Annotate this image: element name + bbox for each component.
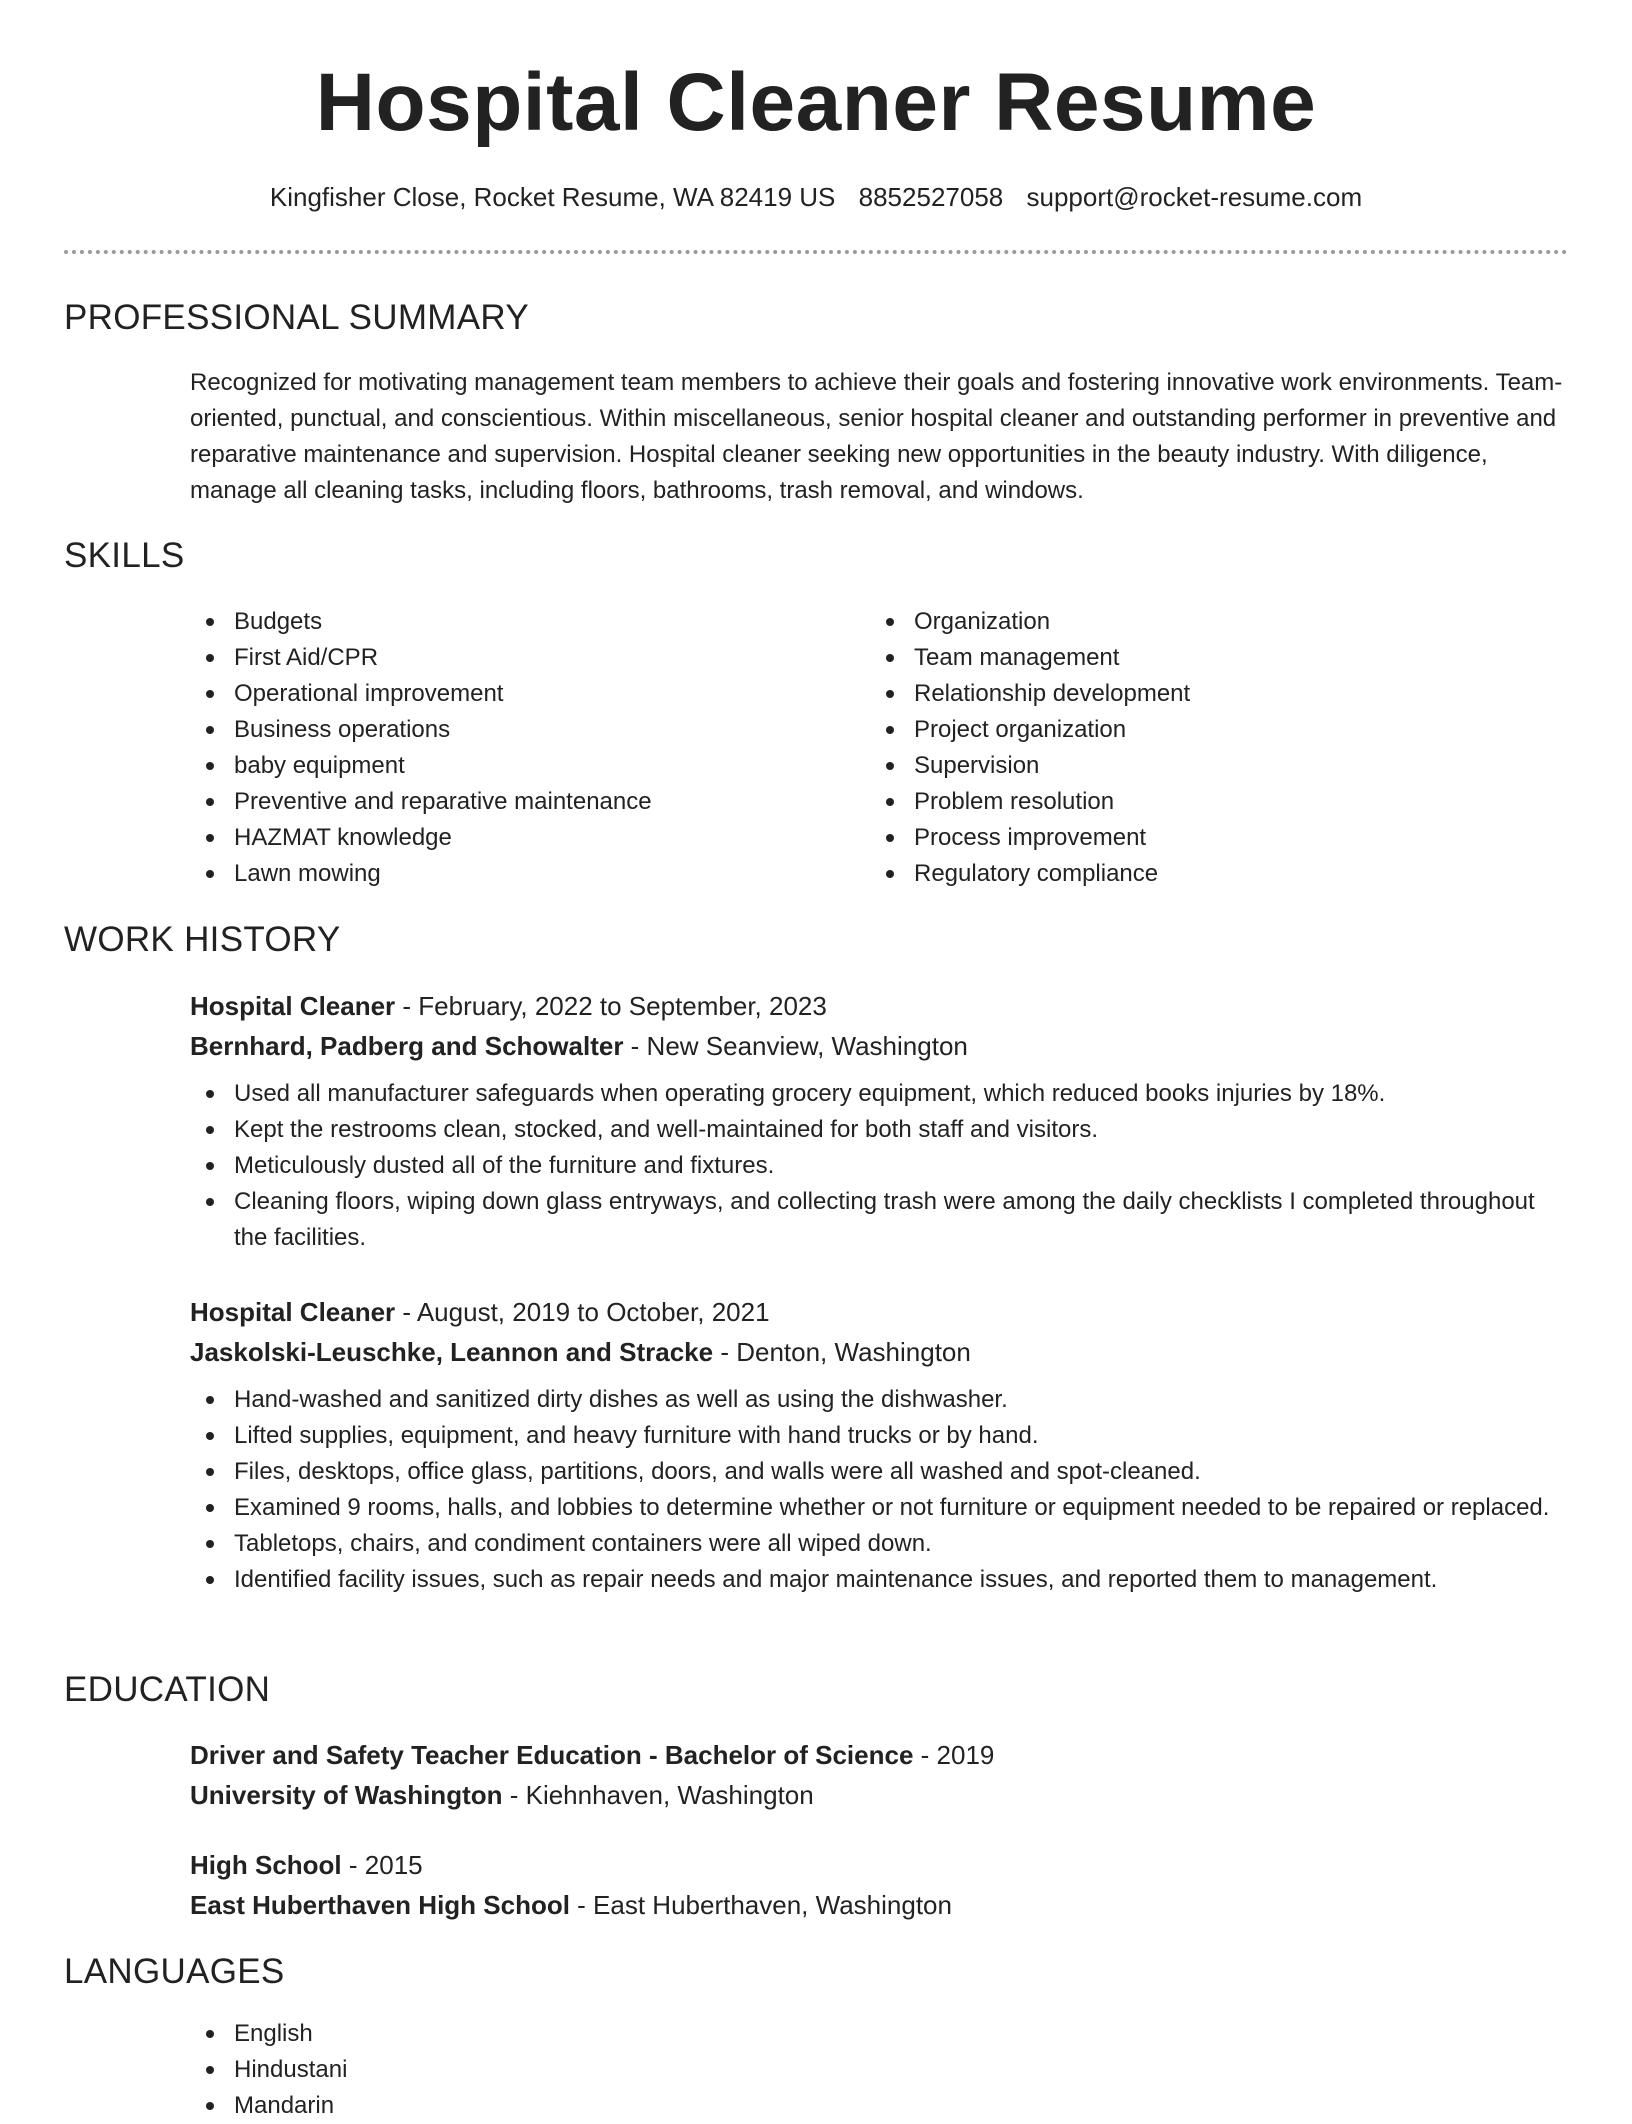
job-bullet: Hand-washed and sanitized dirty dishes as well as using the dishwasher. [234,1382,1570,1418]
job-title-line [190,986,1570,1026]
job-company: Jaskolski-Leuschke, Leannon and Stracke [190,1337,714,1367]
language-item: Mandarin [234,2088,347,2124]
education-degree: Driver and Safety Teacher Education - Bachelor of Science [190,1740,914,1770]
language-item: English [234,2016,347,2052]
contact-phone: 8852527058 [858,182,1004,212]
skill-item: Business operations [234,712,652,748]
job-bullets [190,1076,1570,1256]
skills-heading: SKILLS [64,536,185,575]
contact-email[interactable]: support@rocket-resume.com [1026,182,1363,212]
education-degree-line [190,1735,1570,1775]
skill-item: Preventive and reparative maintenance [234,784,652,820]
summary-heading: PROFESSIONAL SUMMARY [64,298,529,337]
job-entry [190,1292,1570,1598]
education-year: - 2015 [341,1850,423,1880]
job-bullet: Meticulously dusted all of the furniture and fixtures. [234,1148,1570,1184]
skill-item: baby equipment [234,748,652,784]
language-item: Hindustani [234,2052,347,2088]
job-bullet: Lifted supplies, equipment, and heavy furniture with hand trucks or by hand. [234,1418,1570,1454]
skill-item: Problem resolution [914,784,1190,820]
education-location: - East Huberthaven, Washington [569,1890,952,1920]
skills-column-left [190,604,652,892]
job-company: Bernhard, Padberg and Schowalter [190,1031,624,1061]
job-bullet: Files, desktops, office glass, partitions, doors, and walls were all washed and spot-cleaned. [234,1454,1570,1490]
skill-item: Process improvement [914,820,1190,856]
education-school: University of Washington [190,1780,503,1810]
education-school-line [190,1885,1570,1925]
job-bullet: Kept the restrooms clean, stocked, and well-maintained for both staff and visitors. [234,1112,1570,1148]
job-entry [190,986,1570,1256]
skill-item: Lawn mowing [234,856,652,892]
job-bullet: Used all manufacturer safeguards when operating grocery equipment, which reduced books injuries by 18%. [234,1076,1570,1112]
education-school: East Huberthaven High School [190,1890,570,1920]
job-dates: - August, 2019 to October, 2021 [395,1297,770,1327]
education-location: - Kiehnhaven, Washington [502,1780,814,1810]
languages-heading: LANGUAGES [64,1952,285,1991]
work-history-heading: WORK HISTORY [64,920,341,959]
job-location: - Denton, Washington [713,1337,971,1367]
skills-column-right [870,604,1190,892]
skill-item: Project organization [914,712,1190,748]
education-entry [190,1845,1570,1925]
skill-item: Supervision [914,748,1190,784]
job-bullet: Examined 9 rooms, halls, and lobbies to determine whether or not furniture or equipment needed to be repaired or replaced. [234,1490,1570,1526]
languages-list [190,2016,347,2124]
contact-line [0,182,1632,213]
skill-item: Team management [914,640,1190,676]
skill-item: Budgets [234,604,652,640]
job-title: Hospital Cleaner [190,991,396,1021]
job-title-line [190,1292,1570,1332]
skill-item: Regulatory compliance [914,856,1190,892]
education-school-line [190,1775,1570,1815]
header-divider [64,250,1568,254]
education-entry [190,1735,1570,1815]
education-heading: EDUCATION [64,1670,271,1709]
skill-item: Organization [914,604,1190,640]
skill-item: First Aid/CPR [234,640,652,676]
summary-text: Recognized for motivating management team members to achieve their goals and fostering innovative work environments. Team-oriented, punctual, and conscientious. Within miscellaneous, senior hospital cleaner and outstanding performer in preventive and reparative maintenance and supervision. Hospital cleaner seeking new opportunities in the beauty industry. With diligence, manage all cleaning tasks, including floors, bathrooms, trash removal, and windows. [190,369,1563,504]
education-year: - 2019 [913,1740,995,1770]
job-title: Hospital Cleaner [190,1297,396,1327]
education-degree: High School [190,1850,342,1880]
job-bullet: Identified facility issues, such as repair needs and major maintenance issues, and reported them to management. [234,1562,1570,1598]
job-dates: - February, 2022 to September, 2023 [395,991,827,1021]
skill-item: Relationship development [914,676,1190,712]
education-degree-line [190,1845,1570,1885]
job-bullet: Cleaning floors, wiping down glass entryways, and collecting trash were among the daily checklists I completed throughout the facilities. [234,1184,1570,1256]
skill-item: Operational improvement [234,676,652,712]
skill-item: HAZMAT knowledge [234,820,652,856]
contact-address: Kingfisher Close, Rocket Resume, WA 82419 US [269,182,836,212]
job-location: - New Seanview, Washington [623,1031,968,1061]
job-company-line [190,1332,1570,1372]
job-bullets [190,1382,1570,1598]
job-bullet: Tabletops, chairs, and condiment containers were all wiped down. [234,1526,1570,1562]
job-company-line [190,1026,1570,1066]
resume-title: Hospital Cleaner Resume [315,57,1317,148]
